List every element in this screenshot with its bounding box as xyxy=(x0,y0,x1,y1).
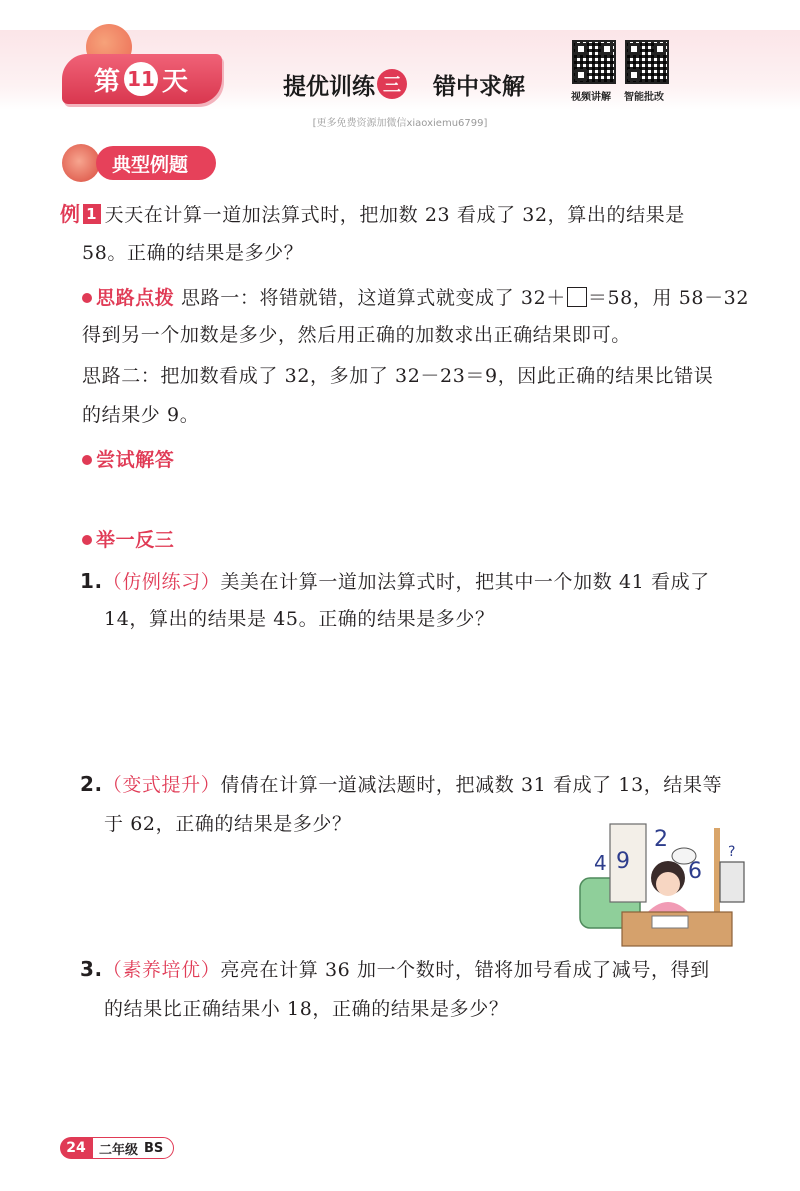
title-main: 提优训练 xyxy=(283,73,375,100)
question-1-line-1: 1.（仿例练习）美美在计算一道加法算式时，把其中一个加数 41 看成了 xyxy=(80,569,710,593)
question-1-line-2: 14，算出的结果是 45。正确的结果是多少？ xyxy=(104,608,495,630)
question-1-tag: （仿例练习） xyxy=(102,571,221,593)
question-1-number: 1. xyxy=(80,569,103,593)
try-answer-label: 尝试解答 xyxy=(82,446,174,474)
illustration-digit-4: 4 xyxy=(594,851,607,875)
question-3-tag: （素养培优） xyxy=(102,959,221,981)
qr-code-video[interactable] xyxy=(572,40,616,84)
qr-label-video: 视频讲解 xyxy=(571,92,611,103)
girl-studying-illustration xyxy=(578,816,758,952)
page-number: 24 xyxy=(60,1137,92,1159)
hint-label: 思路点拨 xyxy=(82,287,174,309)
grade-badge xyxy=(92,1137,174,1159)
illustration-digit-2: 2 xyxy=(654,827,668,852)
illustration-digit-6: 6 xyxy=(688,859,702,884)
day-suffix: 天 xyxy=(162,66,189,97)
question-3-line-2: 的结果比正确结果小 18，正确的结果是多少？ xyxy=(104,998,509,1020)
question-2-line-2: 于 62，正确的结果是多少？ xyxy=(104,813,352,835)
practice-label: 举一反三 xyxy=(82,526,174,554)
day-number: 11 xyxy=(124,62,158,96)
hint-line-3: 思路二：把加数看成了 32，多加了 32－23＝9，因此正确的结果比错误 xyxy=(82,365,714,387)
watermark: [更多免费资源加微信xiaoxiemu6799] xyxy=(312,118,488,129)
title-circle: 三 xyxy=(377,69,407,99)
hint-line-2: 得到另一个加数是多少，然后用正确的加数求出正确结果即可。 xyxy=(82,324,631,346)
grade-label: 二年级 xyxy=(99,1142,139,1158)
example-line-1: 例 1 天天在计算一道加法算式时，把加数 23 看成了 32，算出的结果是 xyxy=(60,202,685,226)
day-label xyxy=(94,58,188,100)
page-title xyxy=(283,64,525,104)
question-3-line-1: 3.（素养培优）亮亮在计算 36 加一个数时，错将加号看成了减号，得到 xyxy=(80,957,710,981)
day-prefix: 第 xyxy=(94,66,121,97)
illustration-question-mark: ? xyxy=(728,844,736,860)
title-sub: 错中求解 xyxy=(433,73,525,100)
example-number: 1 xyxy=(83,204,101,224)
edition-label: BS xyxy=(144,1140,164,1156)
question-3-number: 3. xyxy=(80,957,103,981)
qr-label-grading: 智能批改 xyxy=(624,92,664,103)
blank-box xyxy=(567,287,587,307)
question-2-line-1: 2.（变式提升）倩倩在计算一道减法题时，把减数 31 看成了 13，结果等 xyxy=(80,772,723,796)
qr-code-grading[interactable] xyxy=(625,40,669,84)
hint-line-4: 的结果少 9。 xyxy=(82,404,200,426)
section-heading: 典型例题 xyxy=(96,146,216,180)
question-2-number: 2. xyxy=(80,772,103,796)
example-tag: 例 1 xyxy=(60,200,105,228)
hint-line-1: 思路点拨 思路一：将错就错，这道算式就变成了 32＋ ＝58，用 58－32 xyxy=(82,284,749,312)
illustration-digit-9: 9 xyxy=(616,849,630,874)
question-2-tag: （变式提升） xyxy=(102,774,221,796)
mascot-icon xyxy=(62,144,100,182)
example-line-2: 58。正确的结果是多少？ xyxy=(82,242,304,264)
